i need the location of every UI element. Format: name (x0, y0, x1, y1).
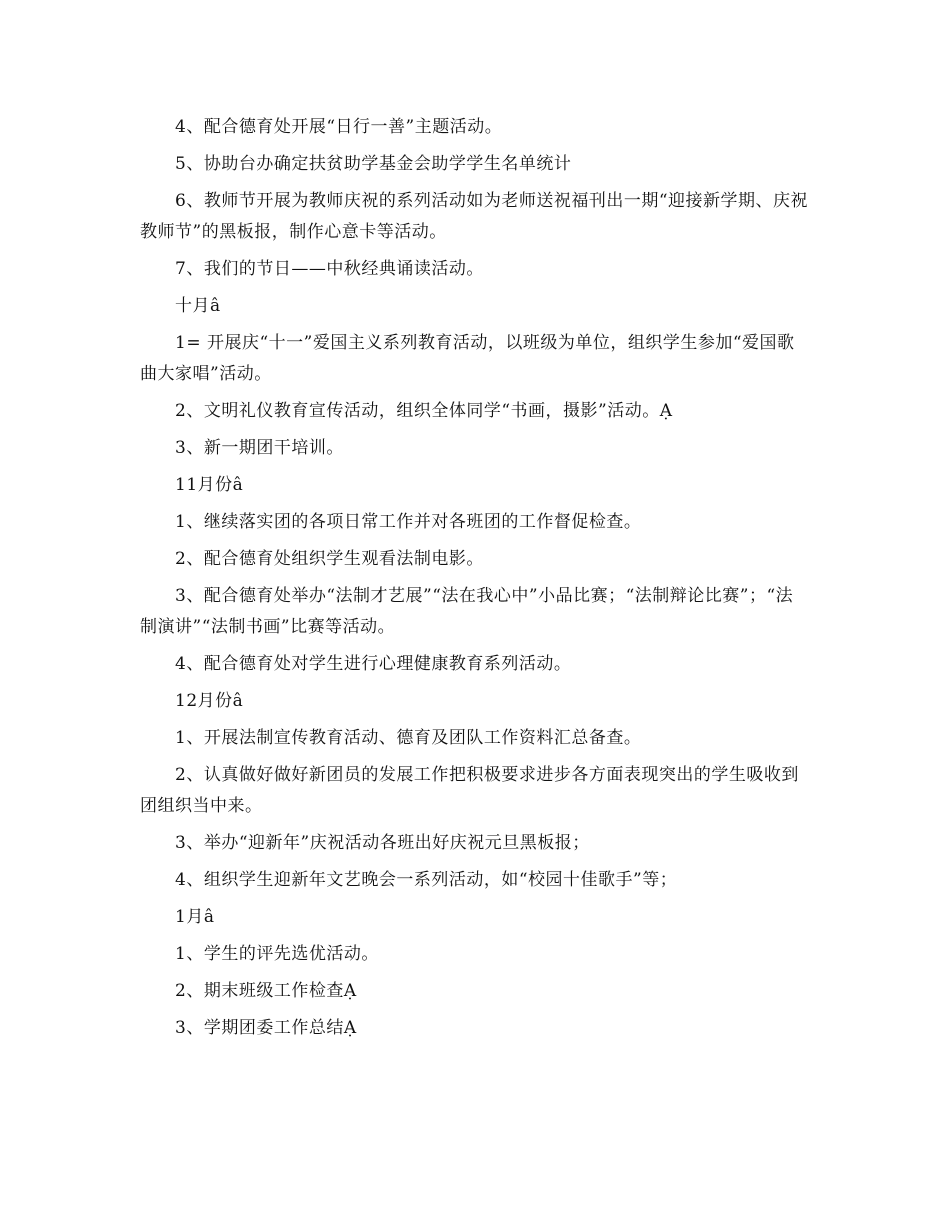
section-heading-november: 11月份â (175, 475, 244, 495)
paragraph: 1、开展法制宣传教育活动、德育及团队工作资料汇总备查。 (175, 728, 642, 748)
paragraph: 6、教师节开展为教师庆祝的系列活动如为老师送祝福刊出一期“迎接新学期、庆祝教师节”的黑板报，制作心意卡等活动。 (140, 191, 809, 242)
section-heading-january: 1月â (175, 907, 215, 927)
paragraph: 2、期末班级工作检查Ạ (175, 981, 357, 1001)
paragraph: 4、配合德育处对学生进行心理健康教育系列活动。 (175, 654, 572, 674)
paragraph: 5、协助台办确定扶贫助学基金会助学学生名单统计 (175, 154, 572, 174)
paragraph: 7、我们的节日——中秋经典诵读活动。 (175, 259, 484, 279)
section-heading-october: 十月â (175, 296, 221, 316)
paragraph: 3、配合德育处举办“法制才艺展”“法在我心中”小品比赛；“法制辩论比赛”；“法制演讲”“法制书画”比赛等活动。 (140, 586, 794, 637)
paragraph: 1= 开展庆“十一”爱国主义系列教育活动，以班级为单位，组织学生参加“爱国歌曲大家唱”活动。 (140, 333, 795, 384)
paragraph: 2、认真做好做好新团员的发展工作把积极要求进步各方面表现突出的学生吸收到团组织当中来。 (140, 765, 799, 816)
paragraph: 2、文明礼仪教育宣传活动，组织全体同学“书画，摄影”活动。Ạ (175, 401, 673, 421)
section-heading-december: 12月份â (175, 691, 244, 711)
document-body (140, 112, 810, 1050)
paragraph: 3、新一期团干培训。 (175, 438, 344, 458)
paragraph: 3、举办“迎新年”庆祝活动各班出好庆祝元旦黑板报； (175, 833, 590, 853)
paragraph: 2、配合德育处组织学生观看法制电影。 (175, 549, 484, 569)
paragraph: 4、配合德育处开展“日行一善”主题活动。 (175, 117, 503, 137)
paragraph: 1、学生的评先选优活动。 (175, 944, 379, 964)
paragraph: 3、学期团委工作总结Ạ (175, 1018, 357, 1038)
paragraph: 4、组织学生迎新年文艺晚会一系列活动，如“校园十佳歌手”等； (175, 870, 678, 890)
paragraph: 1、继续落实团的各项日常工作并对各班团的工作督促检查。 (175, 512, 642, 532)
